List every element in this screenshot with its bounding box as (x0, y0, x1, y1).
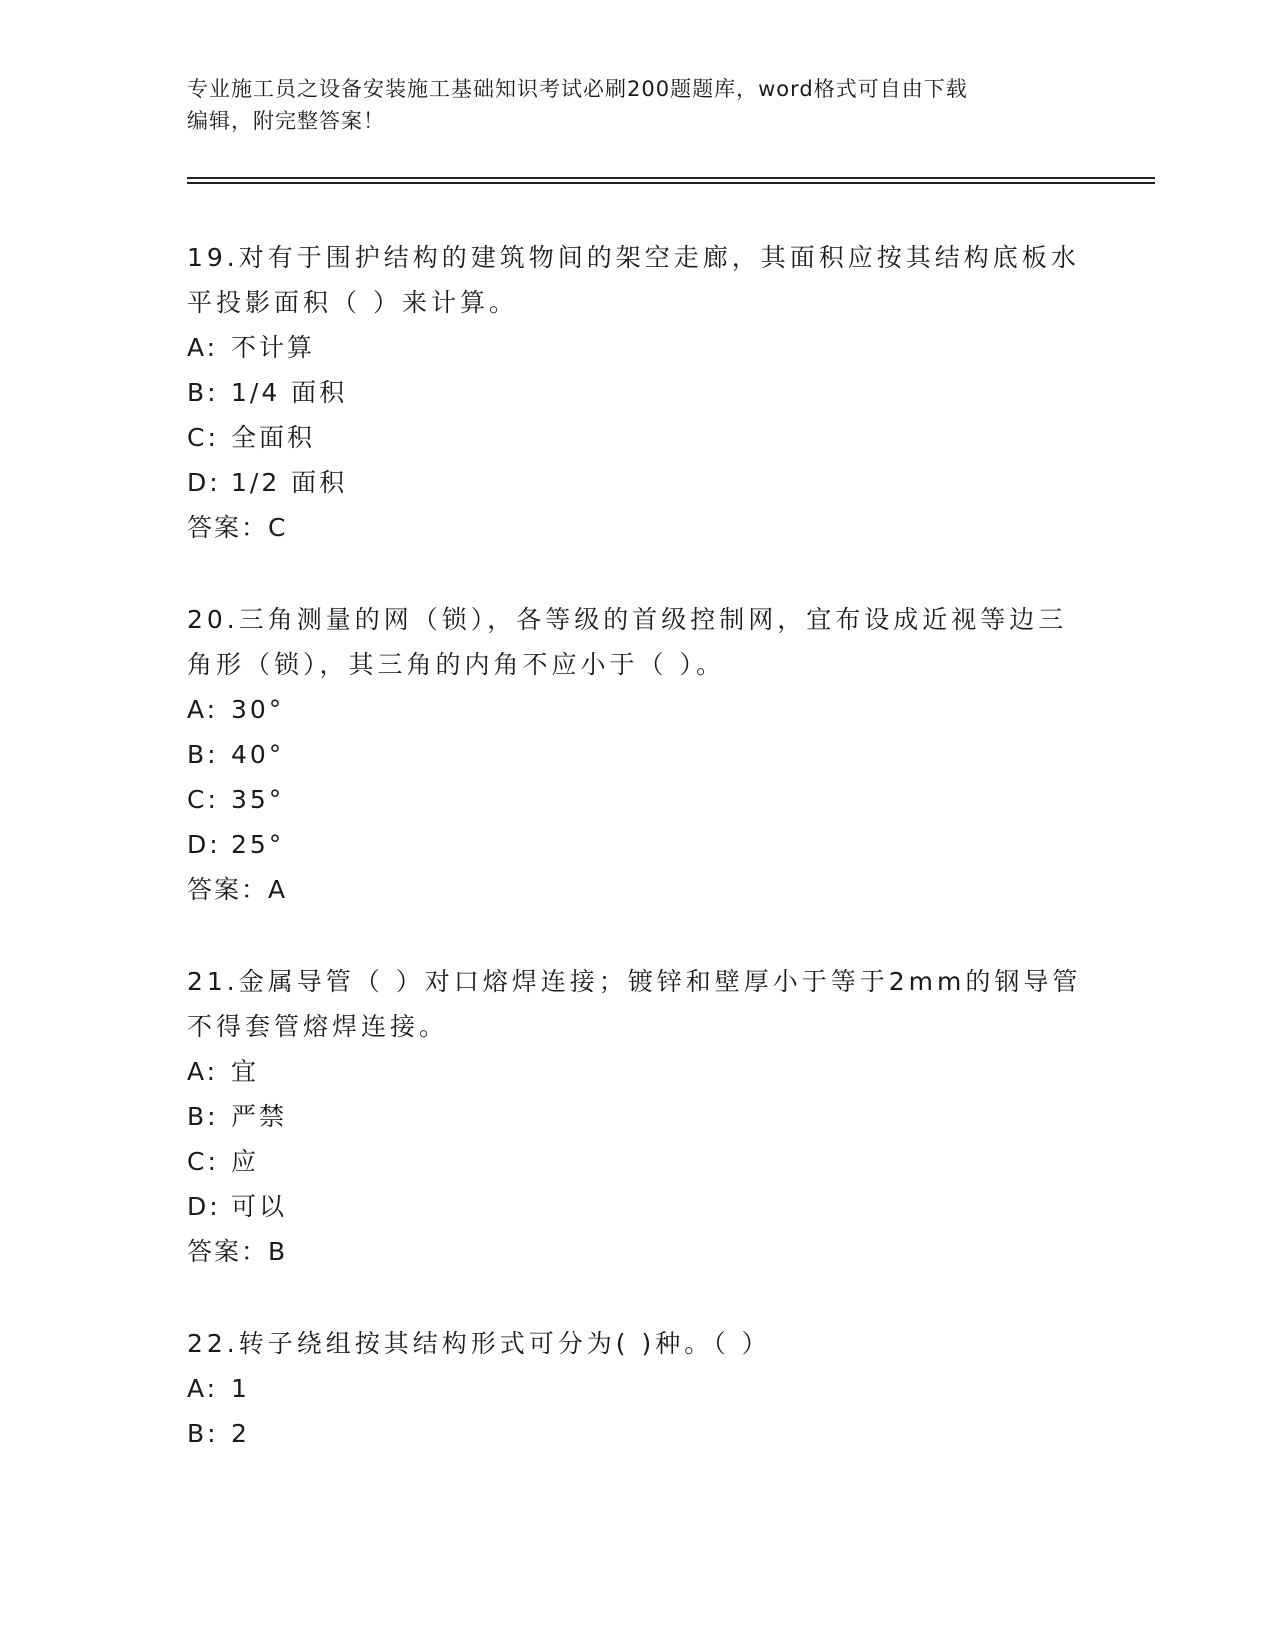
answer-value: C (268, 513, 288, 542)
option-a (187, 1049, 1087, 1094)
option-letter: D: (187, 468, 221, 497)
option-a (187, 1366, 1087, 1411)
option-text: 严禁 (231, 1102, 288, 1131)
answer-value: B (268, 1237, 288, 1266)
option-letter: C: (187, 785, 219, 814)
option-letter: C: (187, 423, 219, 452)
option-text: 1/4 面积 (231, 378, 348, 407)
answer-line (187, 867, 1087, 912)
option-letter: D: (187, 830, 221, 859)
option-text: 40° (231, 740, 285, 769)
option-b (187, 1411, 1087, 1456)
option-b (187, 1094, 1087, 1139)
option-text: 可以 (231, 1192, 288, 1221)
option-c (187, 777, 1087, 822)
header-line-2: 编辑，附完整答案！ (187, 109, 385, 133)
option-text: 30° (231, 695, 285, 724)
option-text: 1/2 面积 (231, 468, 348, 497)
question-text-line: 20.三角测量的网（锁），各等级的首级控制网，宜布设成近视等边三 (187, 605, 1068, 634)
option-b (187, 370, 1087, 415)
option-letter: B: (187, 378, 219, 407)
option-text: 全面积 (231, 423, 316, 452)
question-text-line: 平投影面积（ ）来计算。 (187, 288, 518, 317)
question-19 (187, 235, 1087, 550)
question-text-line: 22.转子绕组按其结构形式可分为( )种。（ ） (187, 1329, 771, 1358)
answer-line (187, 505, 1087, 550)
option-letter: B: (187, 1419, 219, 1448)
answer-label: 答案： (187, 875, 269, 904)
option-d (187, 460, 1087, 505)
option-letter: B: (187, 1102, 219, 1131)
document-header (187, 73, 1087, 137)
option-text: 25° (231, 830, 285, 859)
option-text: 不计算 (231, 333, 316, 362)
answer-label: 答案： (187, 1237, 269, 1266)
option-letter: A: (187, 1374, 219, 1403)
option-c (187, 415, 1087, 460)
option-text: 宜 (231, 1057, 260, 1086)
option-letter: A: (187, 333, 219, 362)
option-a (187, 687, 1087, 732)
option-letter: A: (187, 1057, 219, 1086)
option-text: 2 (231, 1419, 250, 1448)
question-22 (187, 1321, 1087, 1456)
option-text: 应 (231, 1147, 260, 1176)
question-text-line: 不得套管熔焊连接。 (187, 1012, 449, 1041)
header-divider-top (187, 177, 1155, 179)
answer-line (187, 1229, 1087, 1274)
answer-label: 答案： (187, 513, 269, 542)
option-c (187, 1139, 1087, 1184)
question-21 (187, 959, 1087, 1274)
option-d (187, 1184, 1087, 1229)
question-text-line: 19.对有于围护结构的建筑物间的架空走廊，其面积应按其结构底板水 (187, 243, 1080, 272)
option-b (187, 732, 1087, 777)
option-letter: D: (187, 1192, 221, 1221)
option-letter: B: (187, 740, 219, 769)
option-letter: A: (187, 695, 219, 724)
question-text-line: 角形（锁），其三角的内角不应小于（ ）。 (187, 650, 725, 679)
question-20 (187, 597, 1087, 912)
answer-value: A (268, 875, 288, 904)
option-letter: C: (187, 1147, 219, 1176)
header-divider-bottom (187, 182, 1155, 184)
header-line-1: 专业施工员之设备安装施工基础知识考试必刷200题题库，word格式可自由下载 (187, 77, 968, 101)
option-a (187, 325, 1087, 370)
question-text-line: 21.金属导管（ ）对口熔焊连接；镀锌和壁厚小于等于2mm的钢导管 (187, 967, 1082, 996)
option-text: 35° (231, 785, 285, 814)
option-text: 1 (231, 1374, 250, 1403)
option-d (187, 822, 1087, 867)
